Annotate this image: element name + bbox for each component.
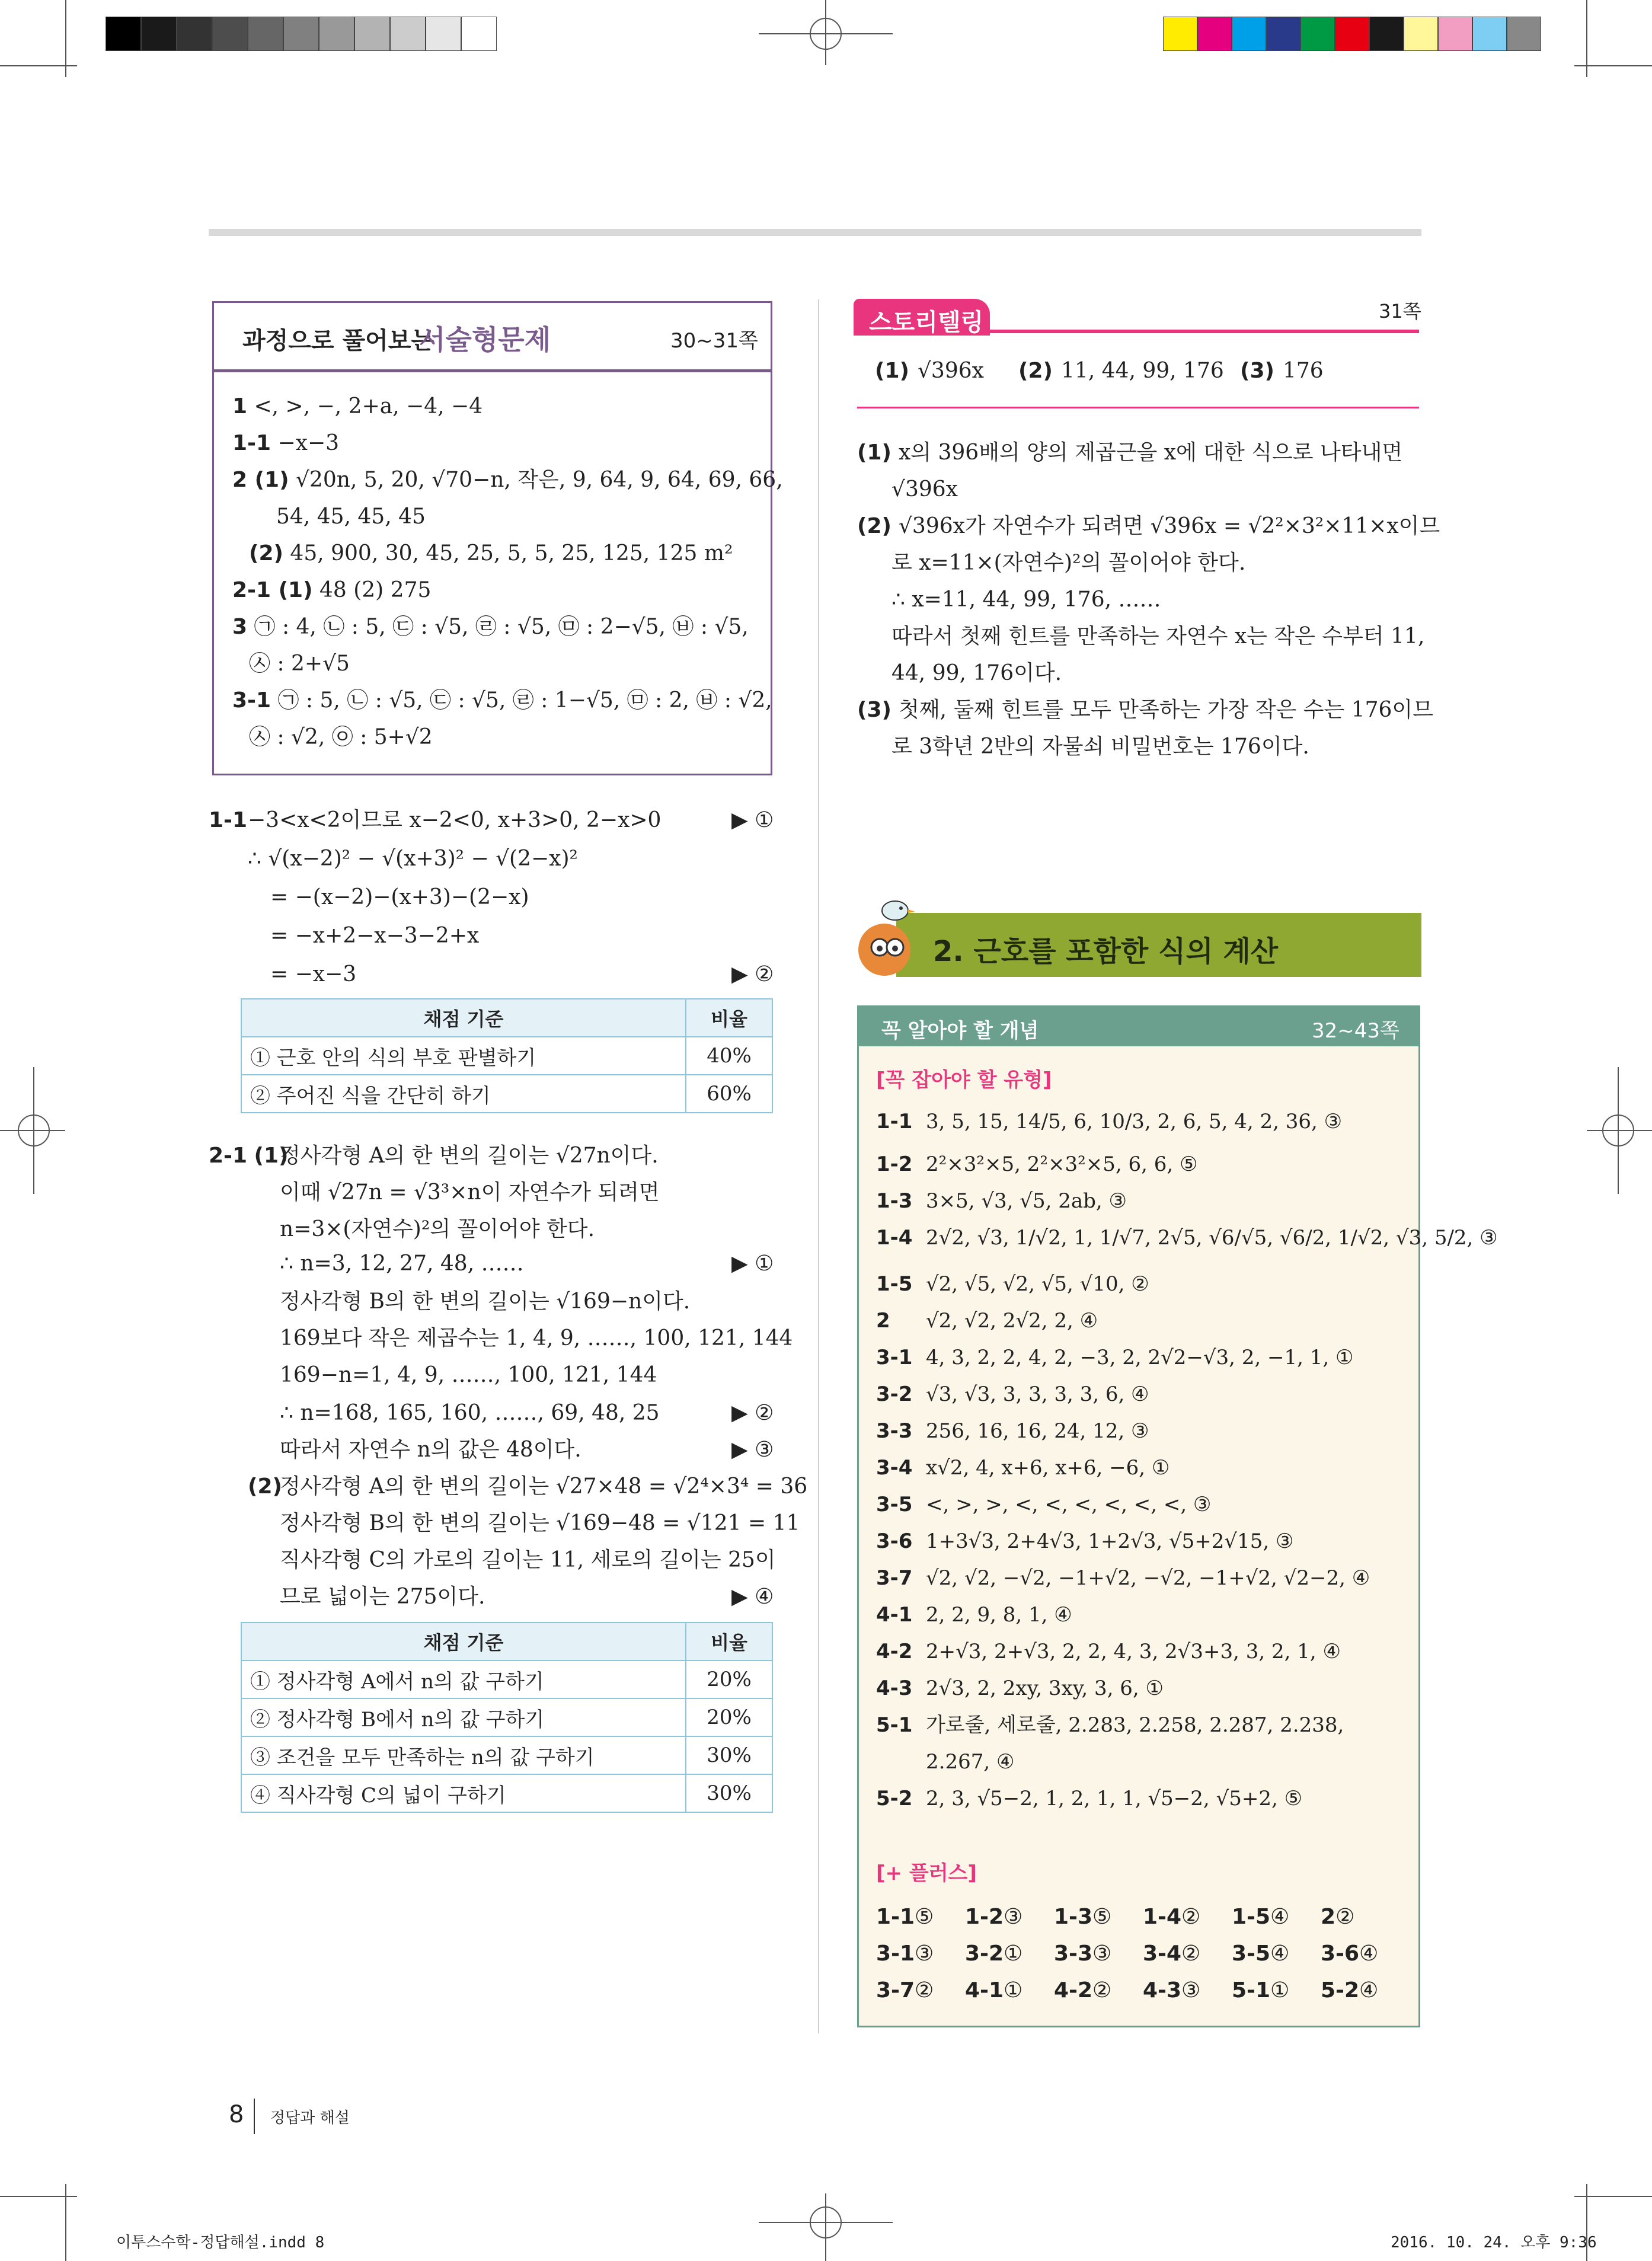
solution-line: = −x−3 bbox=[270, 962, 357, 986]
solution-line: ∴ n=168, 165, 160, ……, 69, 48, 25 bbox=[280, 1401, 660, 1425]
answer-line bbox=[249, 541, 733, 567]
gray-swatch bbox=[354, 17, 390, 51]
plus-cell bbox=[1143, 1904, 1200, 1930]
box-title-accent: 서술형문제 bbox=[419, 324, 551, 356]
plus-label: 1-4 bbox=[1143, 1905, 1182, 1929]
type-text: <, >, >, <, <, <, <, <, <, ③ bbox=[926, 1493, 1212, 1516]
answer-text: ㉦ : 2+√5 bbox=[249, 652, 350, 676]
answer-label: 2-1 (1) bbox=[232, 578, 313, 602]
story-line-text: 로 x=11×(자연수)²의 꼴이어야 한다. bbox=[891, 551, 1246, 575]
gray-swatch bbox=[426, 17, 461, 51]
type-label: 4-3 bbox=[876, 1676, 913, 1700]
type-line bbox=[876, 1528, 1293, 1554]
color-swatch bbox=[1232, 17, 1266, 51]
table-row bbox=[241, 1736, 772, 1774]
answer-line bbox=[232, 467, 783, 493]
plus-answer: ① bbox=[1004, 1978, 1023, 2003]
type-line bbox=[876, 1565, 1370, 1591]
type-line bbox=[876, 1418, 1149, 1444]
color-swatch bbox=[1197, 17, 1232, 51]
plus-answer: ④ bbox=[1270, 1905, 1290, 1929]
registration-mark bbox=[825, 0, 826, 65]
plus-label: 1-5 bbox=[1232, 1905, 1271, 1929]
answer-text: 54, 45, 45, 45 bbox=[276, 504, 426, 529]
color-swatch bbox=[1163, 17, 1197, 51]
type-line bbox=[876, 1381, 1149, 1407]
box-pages: 30~31쪽 bbox=[670, 329, 758, 353]
gray-swatch bbox=[106, 17, 141, 51]
table-row bbox=[241, 1037, 772, 1075]
concept-bar bbox=[859, 1007, 1418, 1046]
storytelling-divider bbox=[857, 407, 1419, 408]
plus-label: 5-2 bbox=[1321, 1978, 1360, 2003]
plus-answer: ⑤ bbox=[915, 1905, 934, 1929]
type-label: 3-6 bbox=[876, 1529, 913, 1553]
plus-label: 3-7 bbox=[876, 1978, 915, 2003]
type-label: 2 bbox=[876, 1309, 890, 1333]
story-answer bbox=[875, 358, 984, 384]
solution-line: ∴ √(x−2)² − √(x+3)² − √(2−x)² bbox=[248, 847, 578, 871]
type-line bbox=[876, 1639, 1341, 1665]
story-line-text: 따라서 첫째 힌트를 만족하는 자연수 x는 작은 수부터 11, bbox=[891, 624, 1425, 649]
solution-line: = −(x−2)−(x+3)−(2−x) bbox=[270, 885, 529, 909]
ratio-header: 비율 bbox=[686, 999, 772, 1037]
plus-cell bbox=[1054, 1904, 1111, 1930]
type-line bbox=[876, 1109, 1342, 1135]
answer-label: 1 bbox=[232, 394, 248, 419]
type-label: 5-1 bbox=[876, 1713, 913, 1737]
solution-line: 므로 넓이는 275이다. bbox=[280, 1585, 485, 1609]
criteria-cell: ③ 조건을 모두 만족하는 n의 값 구하기 bbox=[241, 1736, 686, 1774]
solution-line: = −x+2−x−3−2+x bbox=[270, 924, 480, 948]
concept-pages: 32~43쪽 bbox=[1312, 1019, 1399, 1043]
plus-answer: ① bbox=[1004, 1941, 1023, 1966]
plus-answer: ③ bbox=[1181, 1978, 1201, 2003]
plus-cell bbox=[965, 1978, 1022, 2004]
gray-swatch bbox=[248, 17, 283, 51]
gray-swatch bbox=[212, 17, 248, 51]
type-text: x√2, 4, x+6, x+6, −6, ① bbox=[926, 1456, 1170, 1480]
story-answer bbox=[1018, 358, 1224, 384]
type-label: 3-2 bbox=[876, 1382, 913, 1406]
type-line bbox=[876, 1749, 1014, 1775]
plus-cell bbox=[1321, 1904, 1354, 1930]
plus-label: 3-3 bbox=[1054, 1941, 1093, 1966]
type-label: 1-4 bbox=[876, 1226, 913, 1250]
story-answer bbox=[1240, 358, 1324, 384]
table-row bbox=[241, 1660, 772, 1698]
type-line bbox=[876, 1786, 1302, 1812]
type-label: 3-7 bbox=[876, 1566, 913, 1590]
story-line-text: x의 396배의 양의 제곱근을 x에 대한 식으로 나타내면 bbox=[898, 440, 1403, 465]
plus-cell bbox=[1232, 1941, 1289, 1967]
type-text: 2+√3, 2+√3, 2, 2, 4, 3, 2√3+3, 3, 2, 1, ④ bbox=[926, 1640, 1341, 1663]
plus-cell bbox=[1232, 1978, 1289, 2004]
column-divider bbox=[818, 299, 819, 2033]
type-label: 4-2 bbox=[876, 1640, 913, 1663]
solution-line: 정사각형 A의 한 변의 길이는 √27×48 = √2⁴×3⁴ = 36 bbox=[280, 1474, 808, 1499]
type-text: 2, 3, √5−2, 1, 2, 1, 1, √5−2, √5+2, ⑤ bbox=[926, 1787, 1303, 1810]
type-text: 3, 5, 15, 14/5, 6, 10/3, 2, 6, 5, 4, 2, 36, ③ bbox=[926, 1110, 1343, 1133]
plus-label: 3-1 bbox=[876, 1941, 915, 1966]
type-text: 2√3, 2, 2xy, 3xy, 3, 6, ① bbox=[926, 1676, 1164, 1700]
table-header-row bbox=[241, 1623, 772, 1660]
solution-line: 정사각형 B의 한 변의 길이는 √169−48 = √121 = 11 bbox=[280, 1511, 800, 1535]
crop-mark bbox=[1574, 65, 1652, 66]
solution-label: (2) bbox=[248, 1474, 282, 1499]
answer-label: 1-1 bbox=[232, 431, 271, 455]
plus-label: 3-2 bbox=[965, 1941, 1004, 1966]
story-answer-text: √396x bbox=[917, 359, 984, 383]
gray-swatch bbox=[283, 17, 319, 51]
plus-answer: ① bbox=[1270, 1978, 1290, 2003]
type-line bbox=[876, 1455, 1169, 1481]
type-text: √3, √3, 3, 3, 3, 3, 6, ④ bbox=[926, 1382, 1149, 1406]
type-text: √2, √2, 2√2, 2, ④ bbox=[926, 1309, 1098, 1333]
criteria-cell: ① 근호 안의 식의 부호 판별하기 bbox=[241, 1037, 686, 1075]
color-swatch bbox=[1472, 17, 1507, 51]
type-line bbox=[876, 1151, 1197, 1177]
answer-text: <, >, −, 2+a, −4, −4 bbox=[247, 394, 483, 419]
type-label: 3-1 bbox=[876, 1346, 913, 1369]
type-text: 2.267, ④ bbox=[926, 1750, 1015, 1774]
answer-line bbox=[232, 614, 749, 640]
gray-swatch bbox=[319, 17, 354, 51]
plus-label: 3-5 bbox=[1232, 1941, 1271, 1966]
answer-text: ㉠ : 5, ㉡ : √5, ㉢ : √5, ㉣ : 1−√5, ㉤ : 2, ㉥ : √2, bbox=[271, 688, 772, 713]
plus-answer: ④ bbox=[1270, 1941, 1290, 1966]
type-line bbox=[876, 1271, 1149, 1297]
table-header-row bbox=[241, 999, 772, 1037]
answer-line bbox=[276, 504, 426, 530]
answer-text: −x−3 bbox=[271, 431, 340, 455]
answer-text: √20n, 5, 20, √70−n, 작은, 9, 64, 9, 64, 69, 66, bbox=[289, 468, 783, 492]
plus-cell bbox=[876, 1978, 934, 2004]
ratio-cell: 30% bbox=[686, 1736, 772, 1774]
answer-label: 3-1 bbox=[232, 688, 271, 713]
plus-cell bbox=[876, 1941, 934, 1967]
type-text: √2, √2, −√2, −1+√2, −√2, −1+√2, √2−2, ④ bbox=[926, 1566, 1370, 1590]
gray-swatch bbox=[177, 17, 212, 51]
solution-line: n=3×(자연수)²의 꼴이어야 한다. bbox=[280, 1217, 595, 1241]
step-mark: ▶ ② bbox=[731, 1401, 774, 1425]
color-swatch bbox=[1507, 17, 1541, 51]
plus-label: 1-1 bbox=[876, 1905, 915, 1929]
mascot-icon bbox=[854, 895, 919, 978]
criteria-cell: ④ 직사각형 C의 넓이 구하기 bbox=[241, 1774, 686, 1812]
story-line bbox=[891, 624, 1424, 650]
criteria-cell: ① 정사각형 A에서 n의 값 구하기 bbox=[241, 1660, 686, 1698]
plus-cell bbox=[1054, 1978, 1111, 2004]
plus-label: 4-1 bbox=[965, 1978, 1004, 2003]
story-line bbox=[891, 477, 958, 503]
plus-answer: ④ bbox=[1359, 1941, 1379, 1966]
color-swatch bbox=[1369, 17, 1404, 51]
registration-mark bbox=[0, 1130, 65, 1131]
plus-header: [+ 플러스] bbox=[876, 1861, 977, 1885]
color-swatch bbox=[1438, 17, 1472, 51]
type-text: 3×5, √3, √5, 2ab, ③ bbox=[926, 1189, 1127, 1213]
timestamp: 2016. 10. 24. 오후 9:36 bbox=[1391, 2234, 1597, 2252]
plus-label: 4-2 bbox=[1054, 1978, 1093, 2003]
file-name: 이투스수학-정답해설.indd 8 bbox=[116, 2234, 325, 2252]
plus-cell bbox=[1232, 1904, 1289, 1930]
footer-divider bbox=[254, 2099, 255, 2134]
grading-table-1 bbox=[241, 998, 773, 1113]
table-row bbox=[241, 1075, 772, 1113]
answer-line bbox=[232, 394, 483, 420]
type-text: 2√2, √3, 1/√2, 1, 1/√7, 2√5, √6/√5, √6/2, 1/√2, √3, 5/2, ③ bbox=[926, 1226, 1498, 1250]
type-text: 4, 3, 2, 2, 4, 2, −3, 2, 2√2−√3, 2, −1, 1, ① bbox=[926, 1346, 1354, 1369]
page-label: 정답과 해설 bbox=[270, 2109, 350, 2127]
story-answer-text: 176 bbox=[1282, 359, 1324, 383]
plus-answer: ② bbox=[915, 1978, 934, 2003]
story-line-text: √396x가 자연수가 되려면 √396x = √2²×3²×11×x이므 bbox=[898, 514, 1440, 538]
answer-text: ㉦ : √2, ㉧ : 5+√2 bbox=[249, 725, 433, 749]
step-mark: ▶ ① bbox=[731, 1251, 774, 1276]
header-rule bbox=[209, 229, 1421, 236]
storytelling-page: 31쪽 bbox=[1379, 300, 1421, 322]
story-line-text: √396x bbox=[891, 477, 958, 502]
plus-answer: ③ bbox=[1004, 1905, 1023, 1929]
plus-cell bbox=[1054, 1941, 1111, 1967]
answer-line bbox=[249, 651, 350, 677]
type-label: 1-1 bbox=[876, 1110, 913, 1133]
registration-mark bbox=[825, 2193, 826, 2261]
story-line bbox=[891, 734, 1309, 760]
ratio-cell: 20% bbox=[686, 1660, 772, 1698]
ratio-cell: 40% bbox=[686, 1037, 772, 1075]
plus-label: 3-6 bbox=[1321, 1941, 1360, 1966]
type-text: √2, √5, √2, √5, √10, ② bbox=[926, 1272, 1149, 1296]
plus-label: 4-3 bbox=[1143, 1978, 1182, 2003]
solution-line: ∴ n=3, 12, 27, 48, …… bbox=[280, 1251, 524, 1276]
section-title: 2. 근호를 포함한 식의 계산 bbox=[933, 935, 1279, 968]
plus-label: 1-3 bbox=[1054, 1905, 1093, 1929]
story-line bbox=[857, 440, 1402, 466]
table-row bbox=[241, 1774, 772, 1812]
color-swatch bbox=[1266, 17, 1300, 51]
plus-label: 2 bbox=[1321, 1905, 1336, 1929]
solution-label: 1-1 bbox=[209, 808, 248, 832]
type-text: 256, 16, 16, 24, 12, ③ bbox=[926, 1419, 1149, 1443]
gray-swatch bbox=[141, 17, 177, 51]
plus-cell bbox=[1143, 1978, 1200, 2004]
type-line bbox=[876, 1345, 1354, 1371]
story-answer-label: (3) bbox=[1240, 359, 1274, 383]
plus-answer: ② bbox=[1092, 1978, 1112, 2003]
type-text: 1+3√3, 2+4√3, 1+2√3, √5+2√15, ③ bbox=[926, 1529, 1294, 1553]
ratio-cell: 30% bbox=[686, 1774, 772, 1812]
type-line bbox=[876, 1225, 1498, 1251]
table-row bbox=[241, 1698, 772, 1736]
color-swatch bbox=[1404, 17, 1438, 51]
answer-label: 2 (1) bbox=[232, 468, 289, 492]
story-line-text: 44, 99, 176이다. bbox=[891, 661, 1062, 685]
crop-mark bbox=[1574, 2196, 1652, 2197]
answer-label: (2) bbox=[249, 541, 283, 566]
solution-line: −3<x<2이므로 x−2<0, x+3>0, 2−x>0 bbox=[248, 808, 662, 832]
story-line bbox=[891, 550, 1245, 576]
ratio-header: 비율 bbox=[686, 1623, 772, 1660]
type-line bbox=[876, 1675, 1164, 1701]
registration-mark bbox=[759, 33, 893, 34]
type-label: 1-5 bbox=[876, 1272, 913, 1296]
story-line bbox=[857, 513, 1440, 539]
plus-answer: ② bbox=[1181, 1941, 1201, 1966]
story-line-label: (1) bbox=[857, 440, 891, 465]
plus-answer: ⑤ bbox=[1092, 1905, 1112, 1929]
type-label: 3-3 bbox=[876, 1419, 913, 1443]
type-text: 2²×3²×5, 2²×3²×5, 6, 6, ⑤ bbox=[926, 1152, 1198, 1176]
story-line bbox=[891, 587, 1161, 613]
type-text: 2, 2, 9, 8, 1, ④ bbox=[926, 1603, 1072, 1627]
box-title: 과정으로 풀어보는 bbox=[242, 327, 434, 355]
registration-mark bbox=[1587, 1130, 1652, 1131]
answer-line bbox=[232, 430, 339, 456]
plus-cell bbox=[1321, 1978, 1378, 2004]
answer-line bbox=[249, 724, 433, 751]
solution-line: 169−n=1, 4, 9, ……, 100, 121, 144 bbox=[280, 1363, 657, 1387]
story-line-text: 로 3학년 2반의 자물쇠 비밀번호는 176이다. bbox=[891, 734, 1309, 759]
answer-text: 45, 900, 30, 45, 25, 5, 5, 25, 125, 125 m² bbox=[283, 541, 733, 566]
answer-text: 48 (2) 275 bbox=[312, 578, 432, 602]
type-line bbox=[876, 1712, 1344, 1738]
type-line bbox=[876, 1308, 1098, 1334]
answer-line bbox=[232, 577, 431, 603]
criteria-header: 채점 기준 bbox=[241, 999, 686, 1037]
plus-cell bbox=[1321, 1941, 1378, 1967]
plus-answer: ③ bbox=[915, 1941, 934, 1966]
plus-answer: ④ bbox=[1359, 1978, 1379, 2003]
solution-line: 따라서 자연수 n의 값은 48이다. bbox=[280, 1438, 581, 1462]
type-label: 3-4 bbox=[876, 1456, 913, 1480]
type-label: 1-3 bbox=[876, 1189, 913, 1213]
type-label: 4-1 bbox=[876, 1603, 913, 1627]
answer-text: ㉠ : 4, ㉡ : 5, ㉢ : √5, ㉣ : √5, ㉤ : 2−√5, ㉥ : √5, bbox=[247, 615, 749, 639]
story-line-text: ∴ x=11, 44, 99, 176, …… bbox=[891, 587, 1161, 612]
color-swatch bbox=[1335, 17, 1369, 51]
criteria-header: 채점 기준 bbox=[241, 1623, 686, 1660]
type-line bbox=[876, 1188, 1127, 1214]
type-label: 5-2 bbox=[876, 1787, 913, 1810]
step-mark: ▶ ① bbox=[731, 808, 774, 832]
plus-label: 5-1 bbox=[1232, 1978, 1271, 2003]
storytelling-title: 스토리텔링 bbox=[869, 309, 984, 336]
registration-mark bbox=[759, 2222, 893, 2223]
concept-title: 꼭 알아야 할 개념 bbox=[881, 1019, 1039, 1043]
gray-swatch bbox=[390, 17, 426, 51]
plus-cell bbox=[1143, 1941, 1200, 1967]
story-answer-label: (2) bbox=[1018, 359, 1053, 383]
type-line bbox=[876, 1492, 1211, 1518]
solution-line: 169보다 작은 제곱수는 1, 4, 9, ……, 100, 121, 144 bbox=[280, 1326, 793, 1350]
story-line-label: (2) bbox=[857, 514, 891, 538]
types-header: [꼭 잡아야 할 유형] bbox=[876, 1068, 1052, 1092]
story-answer-text: 11, 44, 99, 176 bbox=[1060, 359, 1224, 383]
grading-table-2 bbox=[241, 1622, 773, 1813]
solution-line: 정사각형 A의 한 변의 길이는 √27n이다. bbox=[280, 1144, 659, 1168]
criteria-cell: ② 정사각형 B에서 n의 값 구하기 bbox=[241, 1698, 686, 1736]
story-line bbox=[891, 660, 1062, 686]
plus-cell bbox=[965, 1941, 1022, 1967]
story-line bbox=[857, 697, 1433, 723]
page-number: 8 bbox=[229, 2101, 244, 2128]
step-mark: ▶ ③ bbox=[731, 1438, 774, 1462]
plus-label: 1-2 bbox=[965, 1905, 1004, 1929]
type-label: 3-5 bbox=[876, 1493, 913, 1516]
type-line bbox=[876, 1602, 1072, 1628]
step-mark: ▶ ④ bbox=[731, 1585, 774, 1609]
solution-line: 정사각형 B의 한 변의 길이는 √169−n이다. bbox=[280, 1289, 691, 1314]
plus-answer: ③ bbox=[1092, 1941, 1112, 1966]
color-swatch bbox=[1300, 17, 1335, 51]
plus-label: 3-4 bbox=[1143, 1941, 1182, 1966]
story-line-label: (3) bbox=[857, 698, 891, 722]
solution-label: 2-1 (1) bbox=[209, 1144, 289, 1168]
gray-swatch bbox=[461, 17, 497, 51]
type-label: 1-2 bbox=[876, 1152, 913, 1176]
story-line-text: 첫째, 둘째 힌트를 모두 만족하는 가장 작은 수는 176이므 bbox=[898, 698, 1433, 722]
ratio-cell: 60% bbox=[686, 1075, 772, 1113]
crop-mark bbox=[0, 2196, 77, 2197]
solution-line: 이때 √27n = √3³×n이 자연수가 되려면 bbox=[280, 1180, 660, 1205]
box-header bbox=[214, 303, 771, 372]
story-answer-label: (1) bbox=[875, 359, 909, 383]
plus-answer: ② bbox=[1181, 1905, 1201, 1929]
answer-label: 3 bbox=[232, 615, 248, 639]
plus-answer: ② bbox=[1335, 1905, 1355, 1929]
crop-mark bbox=[0, 65, 77, 66]
solution-line: 직사각형 C의 가로의 길이는 11, 세로의 길이는 25이 bbox=[280, 1548, 776, 1572]
type-text: 가로줄, 세로줄, 2.283, 2.258, 2.287, 2.238, bbox=[926, 1713, 1344, 1737]
criteria-cell: ② 주어진 식을 간단히 하기 bbox=[241, 1075, 686, 1113]
step-mark: ▶ ② bbox=[731, 962, 774, 986]
plus-cell bbox=[876, 1904, 934, 1930]
answer-line bbox=[232, 688, 772, 714]
ratio-cell: 20% bbox=[686, 1698, 772, 1736]
plus-cell bbox=[965, 1904, 1022, 1930]
